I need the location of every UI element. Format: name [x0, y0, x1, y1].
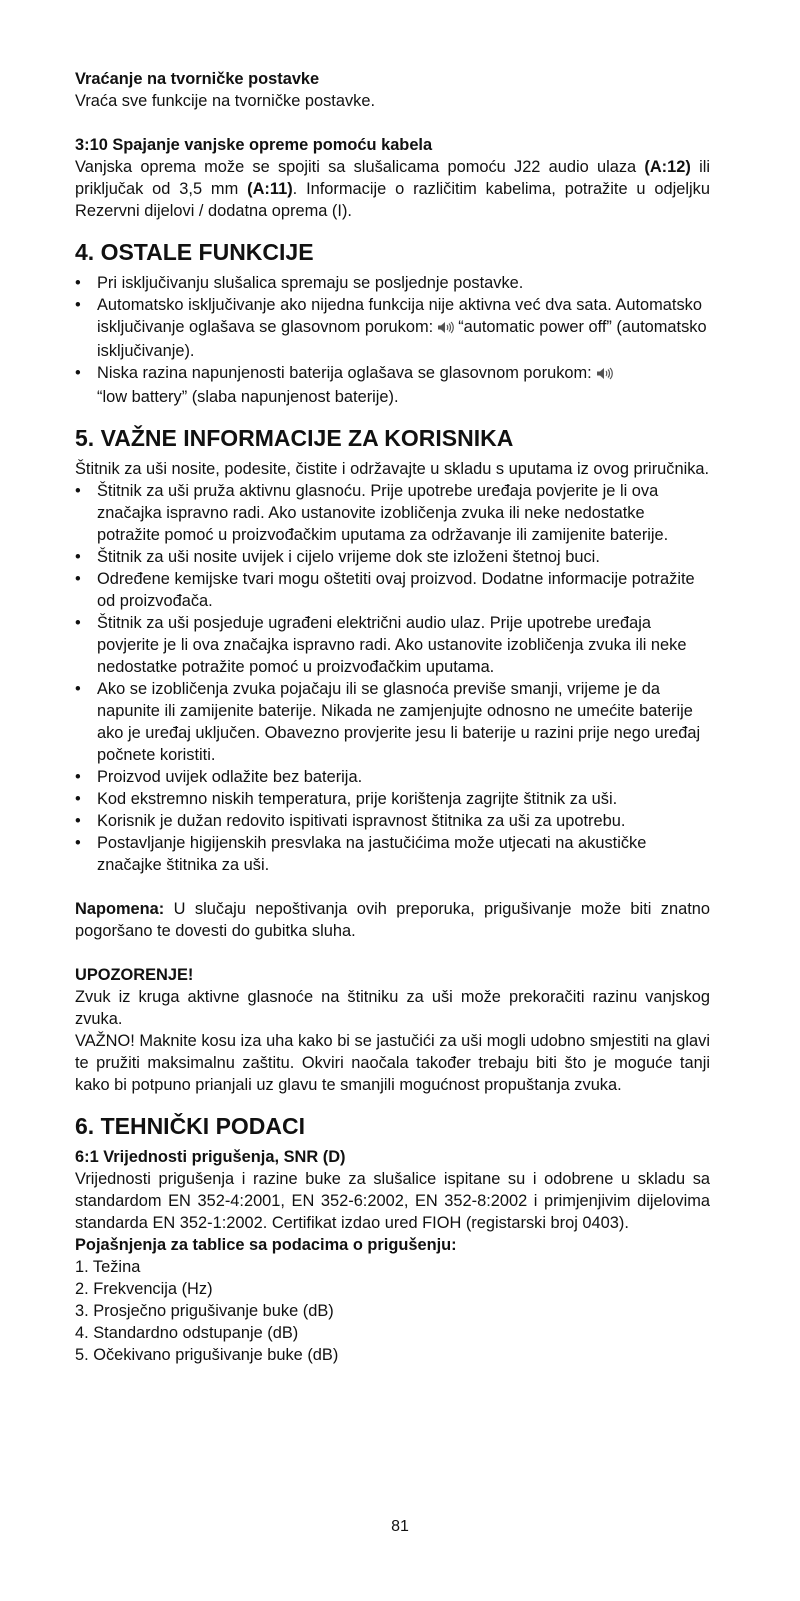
page-content: [75, 68, 710, 1366]
list-item: • Štitnik za uši pruža aktivnu glasnoću. Prije upotrebe uređaja povjerite je li ova značajka ispravno radi. Ako ustanovite izobličenja zvuka ili neke nedostatke potražite pomoć u proizvođačkim uputama za održavanje ili zamijenite baterije.: [75, 480, 710, 546]
page-number: 81: [391, 1518, 409, 1535]
warning-text: Zvuk iz kruga aktivne glasnoće na štitniku za uši može prekoračiti razinu vanjskog zvuka.: [75, 988, 710, 1028]
list-item: • Postavljanje higijenskih presvlaka na jastučićima može utjecati na akustičke značajke štitnika za uši.: [75, 832, 710, 876]
other-functions-list: [75, 272, 710, 408]
list-item: • Štitnik za uši nosite uvijek i cijelo vrijeme dok ste izloženi štetnoj buci.: [75, 546, 710, 568]
list-item: • Automatsko isključivanje ako nijedna funkcija nije aktivna već dva sata. Automatsko isključivanje oglašava se glasovnom porukom: “automatic power off” (automatsko isključivanje).: [75, 294, 710, 362]
list-item: • Niska razina napunjenosti baterija oglašava se glasovnom porukom: “low battery” (slaba napunjenost baterije).: [75, 362, 710, 408]
technical-data-heading: 6. TEHNIČKI PODACI: [75, 1113, 306, 1139]
list-item: 5. Očekivano prigušivanje buke (dB): [75, 1346, 339, 1364]
external-equipment-text: Vanjska oprema može se spojiti sa slušalicama pomoću J22 audio ulaza (A:12) ili priključak od 3,5 mm (A:11). Informacije o različitim kabelima, potražite u odjeljku Rezervni dijelovi / dodatna oprema (I).: [75, 158, 710, 220]
explanation-list: [75, 1256, 710, 1366]
speaker-icon: [437, 318, 454, 340]
external-equipment-heading: 3:10 Spajanje vanjske opreme pomoću kabela: [75, 136, 433, 154]
list-item: • Ako se izobličenja zvuka pojačaju ili se glasnoća previše smanji, vrijeme je da napunite ili zamijenite baterije. Nikada ne zamjenjujte odnosno ne umećite baterije ako je uređaj uključen. Obavezno provjerite jesu li baterije u razini prije nego uređaj počnete koristiti.: [75, 678, 710, 766]
factory-reset-text: Vraća sve funkcije na tvorničke postavke.: [75, 92, 376, 110]
speaker-icon: [596, 364, 613, 386]
list-item: 3. Prosječno prigušivanje buke (dB): [75, 1302, 334, 1320]
important-text: VAŽNO! Maknite kosu iza uha kako bi se jastučići za uši mogli udobno smjestiti na glavi te pružiti maksimalnu zaštitu. Okviri naočala također trebaju biti što je moguće tanji kako bi potpuno prianjali uz glavu te smanjili mogućnost propuštanja zvuka.: [75, 1032, 710, 1094]
list-item: 4. Standardno odstupanje (dB): [75, 1324, 299, 1342]
warning-label: UPOZORENJE!: [75, 966, 194, 984]
user-info-list: [75, 480, 710, 876]
list-item: • Štitnik za uši posjeduje ugrađeni električni audio ulaz. Prije upotrebe uređaja povjerite je li ova značajka ispravno radi. Ako ustanovite izobličenja zvuka ili neke nedostatke potražite pomoć u proizvođačkim uputama.: [75, 612, 710, 678]
user-info-heading: 5. VAŽNE INFORMACIJE ZA KORISNIKA: [75, 425, 514, 451]
other-functions-heading: 4. OSTALE FUNKCIJE: [75, 239, 314, 265]
list-item: • Pri isključivanju slušalica spremaju se posljednje postavke.: [75, 272, 710, 294]
list-item: • Korisnik je dužan redovito ispitivati ispravnost štitnika za uši za upotrebu.: [75, 810, 710, 832]
attenuation-text: Vrijednosti prigušenja i razine buke za slušalice ispitane su i odobrene u skladu sa standardom EN 352-4:2001, EN 352-6:2002, EN 352-8:2002 i primjenjivim dijelovima standarda EN 352-1:2002. Certifikat izdao ured FIOH (registarski broj 0403).: [75, 1170, 710, 1232]
note-paragraph: Napomena: U slučaju nepoštivanja ovih preporuka, prigušivanje može biti znatno pogoršano te dovesti do gubitka sluha.: [75, 900, 710, 940]
list-item: • Proizvod uvijek odlažite bez baterija.: [75, 766, 710, 788]
user-info-intro: Štitnik za uši nosite, podesite, čistite i održavajte u skladu s uputama iz ovog priručnika.: [75, 460, 710, 478]
attenuation-subheading: 6:1 Vrijednosti prigušenja, SNR (D): [75, 1148, 346, 1166]
list-item: • Kod ekstremno niskih temperatura, prije korištenja zagrijte štitnik za uši.: [75, 788, 710, 810]
list-item: 2. Frekvencija (Hz): [75, 1280, 213, 1298]
list-item: • Određene kemijske tvari mogu oštetiti ovaj proizvod. Dodatne informacije potražite od proizvođača.: [75, 568, 710, 612]
list-item: 1. Težina: [75, 1258, 141, 1276]
factory-reset-heading: Vraćanje na tvorničke postavke: [75, 70, 320, 88]
explanation-heading: Pojašnjenja za tablice sa podacima o prigušenju:: [75, 1236, 457, 1254]
